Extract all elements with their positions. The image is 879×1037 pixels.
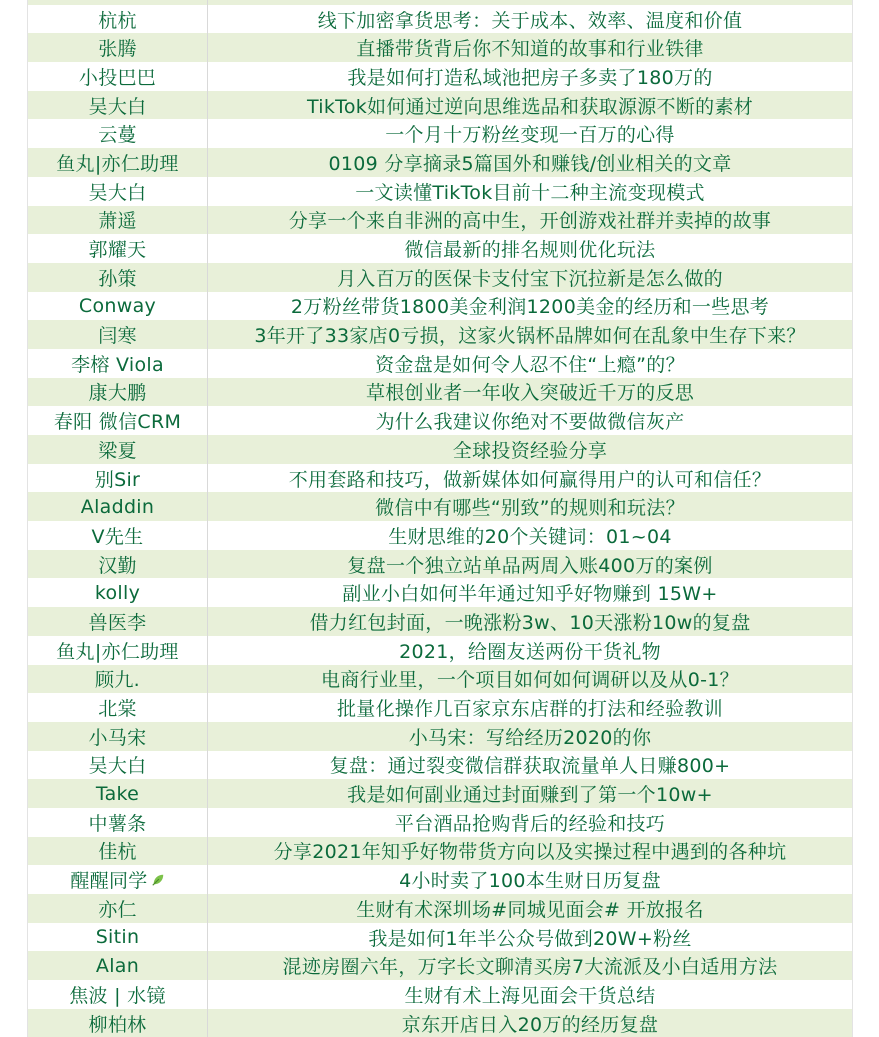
table-row: [27, 349, 853, 378]
table-row: [27, 177, 853, 206]
table-row: [27, 923, 853, 952]
author-name: Take: [95, 782, 140, 805]
title-cell[interactable]: [208, 521, 852, 550]
leaf-icon: [151, 873, 165, 887]
table-row: [27, 665, 853, 694]
table-row: [27, 751, 853, 780]
author-name: 别Sir: [94, 468, 141, 491]
author-name: 闫寒: [98, 325, 137, 348]
article-title[interactable]: 全球投资经验分享: [452, 439, 608, 462]
table-row: [27, 492, 853, 521]
title-cell[interactable]: [208, 837, 852, 866]
article-title[interactable]: 不用套路和技巧，做新媒体如何赢得用户的认可和信任？: [288, 468, 772, 491]
author-cell: [28, 722, 208, 751]
title-cell[interactable]: [208, 980, 852, 1009]
title-cell[interactable]: [208, 91, 852, 120]
author-cell: [28, 980, 208, 1009]
author-name: 汉勤: [98, 554, 137, 577]
author-cell: [28, 349, 208, 378]
article-title[interactable]: 4小时卖了100本生财日历复盘: [399, 870, 661, 893]
article-title[interactable]: 批量化操作几百家京东店群的打法和经验教训: [336, 698, 723, 721]
article-title[interactable]: 副业小白如何半年通过知乎好物赚到 15W+: [342, 583, 718, 606]
article-title[interactable]: 生财思维的20个关键词：01~04: [388, 525, 672, 548]
author-cell: [28, 5, 208, 34]
author-name: Conway: [78, 294, 157, 317]
author-name: 中薯条: [88, 812, 147, 835]
article-title[interactable]: 月入百万的医保卡支付宝下沉拉新是怎么做的: [336, 267, 723, 290]
author-name: 顾九.: [95, 669, 140, 692]
title-cell[interactable]: [208, 349, 852, 378]
author-name: 吴大白: [88, 95, 147, 118]
author-name: 佳杭: [98, 841, 137, 864]
author-name: 康大鹏: [88, 382, 147, 405]
author-name: Sitin: [95, 926, 140, 949]
article-title[interactable]: 一个月十万粉丝变现一百万的心得: [385, 124, 675, 147]
author-name: 春阳 微信CRM: [53, 411, 182, 434]
title-cell[interactable]: [208, 894, 852, 923]
author-cell: [28, 808, 208, 837]
author-name: 郭耀天: [88, 239, 147, 262]
table-row: [27, 378, 853, 407]
table-row: [27, 119, 853, 148]
title-cell[interactable]: [208, 550, 852, 579]
author-name: 小马宋: [88, 726, 147, 749]
author-cell: [28, 550, 208, 579]
table-row: [27, 33, 853, 62]
author-cell: [28, 492, 208, 521]
author-cell: [28, 62, 208, 91]
title-cell[interactable]: [208, 464, 852, 493]
title-cell[interactable]: [208, 693, 852, 722]
author-name: 李榕 Viola: [71, 353, 164, 376]
author-cell: [28, 521, 208, 550]
title-cell[interactable]: [208, 62, 852, 91]
table-row: [27, 808, 853, 837]
author-name: 焦波 | 水镜: [69, 984, 166, 1007]
table-row: [27, 837, 853, 866]
table-row: [27, 578, 853, 607]
article-title[interactable]: 分享2021年知乎好物带货方向以及实操过程中遇到的各种坑: [273, 841, 787, 864]
table-row: [27, 91, 853, 120]
title-cell[interactable]: [208, 636, 852, 665]
author-cell: [28, 693, 208, 722]
article-title[interactable]: 0109 分享摘录5篇国外和赚钱/创业相关的文章: [328, 152, 732, 175]
author-cell: [28, 206, 208, 235]
article-title[interactable]: 微信最新的排名规则优化玩法: [404, 239, 656, 262]
author-name: V先生: [91, 525, 144, 548]
article-title[interactable]: TikTok如何通过逆向思维选品和获取源源不断的素材: [306, 95, 754, 118]
author-cell: [28, 464, 208, 493]
table-row: [27, 206, 853, 235]
author-name: Alan: [95, 954, 140, 977]
author-cell: [28, 636, 208, 665]
article-title[interactable]: 复盘：通过裂变微信群获取流量单人日赚800+: [329, 755, 731, 778]
table-row: [27, 148, 853, 177]
title-cell[interactable]: [208, 578, 852, 607]
table-row: [27, 521, 853, 550]
article-title[interactable]: 为什么我建议你绝对不要做微信灰产: [375, 411, 685, 434]
title-cell[interactable]: [208, 292, 852, 321]
author-cell: [28, 607, 208, 636]
author-name: 梁夏: [98, 439, 137, 462]
table-row: [27, 406, 853, 435]
author-name: 兽医李: [88, 611, 147, 634]
article-title[interactable]: 一文读懂TikTok目前十二种主流变现模式: [355, 181, 705, 204]
author-cell: [28, 578, 208, 607]
author-cell: [28, 320, 208, 349]
author-name: 张腾: [98, 38, 137, 61]
author-cell: [28, 406, 208, 435]
table-row: [27, 234, 853, 263]
author-name: 萧遥: [98, 210, 137, 233]
article-title[interactable]: 电商行业里，一个项目如何如何调研以及从0-1？: [321, 669, 739, 692]
author-cell: [28, 865, 208, 894]
table-row: [27, 62, 853, 91]
table-row: [27, 464, 853, 493]
title-cell[interactable]: [208, 951, 852, 980]
author-cell: [28, 177, 208, 206]
author-cell: [28, 837, 208, 866]
article-title[interactable]: 2021，给圈友送两份干货礼物: [399, 640, 661, 663]
author-cell: [28, 91, 208, 120]
table-row: [27, 320, 853, 349]
author-cell: [28, 292, 208, 321]
article-table: [27, 0, 853, 1037]
author-cell: [28, 263, 208, 292]
title-cell[interactable]: [208, 665, 852, 694]
table-row: [27, 263, 853, 292]
author-name: kolly: [94, 581, 141, 604]
author-name: 醒醒同学: [70, 870, 148, 893]
author-cell: [28, 894, 208, 923]
author-cell: [28, 148, 208, 177]
author-name: 小投巴巴: [78, 66, 157, 89]
author-name: 吴大白: [88, 755, 147, 778]
title-cell[interactable]: [208, 808, 852, 837]
article-title[interactable]: 生财有术上海见面会干货总结: [404, 984, 656, 1007]
article-title[interactable]: 混迹房圈六年，万字长文聊清买房7大流派及小白适用方法: [282, 956, 778, 979]
author-cell: [28, 33, 208, 62]
article-title[interactable]: 平台酒品抢购背后的经验和技巧: [394, 812, 666, 835]
table-row: [27, 636, 853, 665]
title-cell[interactable]: [208, 378, 852, 407]
table-row: [27, 292, 853, 321]
article-title[interactable]: 线下加密拿货思考：关于成本、效率、温度和价值: [317, 9, 743, 32]
author-name: 鱼丸|亦仁助理: [56, 640, 179, 663]
article-title[interactable]: 京东开店日入20万的经历复盘: [401, 1013, 659, 1036]
article-title[interactable]: 我是如何1年半公众号做到20W+粉丝: [368, 927, 692, 950]
author-name: 亦仁: [98, 898, 137, 921]
title-cell[interactable]: [208, 33, 852, 62]
table-row: [27, 865, 853, 894]
author-cell: [28, 234, 208, 263]
title-cell[interactable]: [208, 177, 852, 206]
title-cell[interactable]: [208, 751, 852, 780]
author-name: 杭杭: [98, 9, 137, 32]
author-cell: [28, 119, 208, 148]
table-row: [27, 722, 853, 751]
table-row: [27, 894, 853, 923]
table-row: [27, 5, 853, 34]
article-title[interactable]: 分享一个来自非洲的高中生，开创游戏社群并卖掉的故事: [288, 210, 772, 233]
article-title[interactable]: 我是如何打造私域池把房子多卖了180万的: [347, 66, 713, 89]
title-cell[interactable]: [208, 722, 852, 751]
article-title[interactable]: 3年开了33家店0亏损，这家火锅杯品牌如何在乱象中生存下来？: [254, 325, 806, 348]
title-cell[interactable]: [208, 206, 852, 235]
author-cell: [28, 951, 208, 980]
author-name: Aladdin: [80, 495, 155, 518]
article-title[interactable]: 直播带货背后你不知道的故事和行业铁律: [356, 38, 704, 61]
title-cell[interactable]: [208, 263, 852, 292]
author-cell: [28, 665, 208, 694]
table-row: [27, 607, 853, 636]
title-cell[interactable]: [208, 607, 852, 636]
title-cell[interactable]: [208, 320, 852, 349]
table-row: [27, 550, 853, 579]
article-title[interactable]: 微信中有哪些“别致”的规则和玩法？: [375, 497, 685, 520]
title-cell[interactable]: [208, 406, 852, 435]
table-row: [27, 693, 853, 722]
title-cell[interactable]: [208, 923, 852, 952]
author-cell: [28, 378, 208, 407]
article-title[interactable]: 借力红包封面，一晚涨粉3w、10天涨粉10w的复盘: [309, 611, 751, 634]
author-name: 鱼丸|亦仁助理: [56, 152, 179, 175]
author-name: 吴大白: [88, 181, 147, 204]
author-name: 云蔓: [98, 124, 137, 147]
table-row: [27, 980, 853, 1009]
title-cell[interactable]: [208, 148, 852, 177]
table-row: [27, 779, 853, 808]
article-title[interactable]: 小马宋：写给经历2020的你: [408, 726, 652, 749]
author-cell: [28, 435, 208, 464]
title-cell[interactable]: [208, 5, 852, 34]
article-title[interactable]: 草根创业者一年收入突破近千万的反思: [365, 382, 695, 405]
table-row: [27, 951, 853, 980]
article-title[interactable]: 2万粉丝带货1800美金利润1200美金的经历和一些思考: [290, 296, 770, 319]
author-cell: [28, 923, 208, 952]
table-row: [27, 435, 853, 464]
title-cell[interactable]: [208, 492, 852, 521]
article-title[interactable]: 生财有术深圳场#同城见面会# 开放报名: [356, 898, 704, 921]
article-title[interactable]: 复盘一个独立站单品两周入账400万的案例: [347, 554, 713, 577]
title-cell[interactable]: [208, 779, 852, 808]
article-title[interactable]: 我是如何副业通过封面赚到了第一个10w+: [347, 784, 713, 807]
article-title[interactable]: 资金盘是如何令人忍不住“上瘾”的？: [375, 353, 685, 376]
title-cell[interactable]: [208, 865, 852, 894]
author-name: 柳柏林: [88, 1013, 147, 1036]
author-cell: [28, 779, 208, 808]
author-name: 北棠: [98, 698, 137, 721]
title-cell[interactable]: [208, 119, 852, 148]
title-cell[interactable]: [208, 234, 852, 263]
author-name: 孙策: [98, 267, 137, 290]
title-cell[interactable]: [208, 435, 852, 464]
author-cell: [28, 751, 208, 780]
